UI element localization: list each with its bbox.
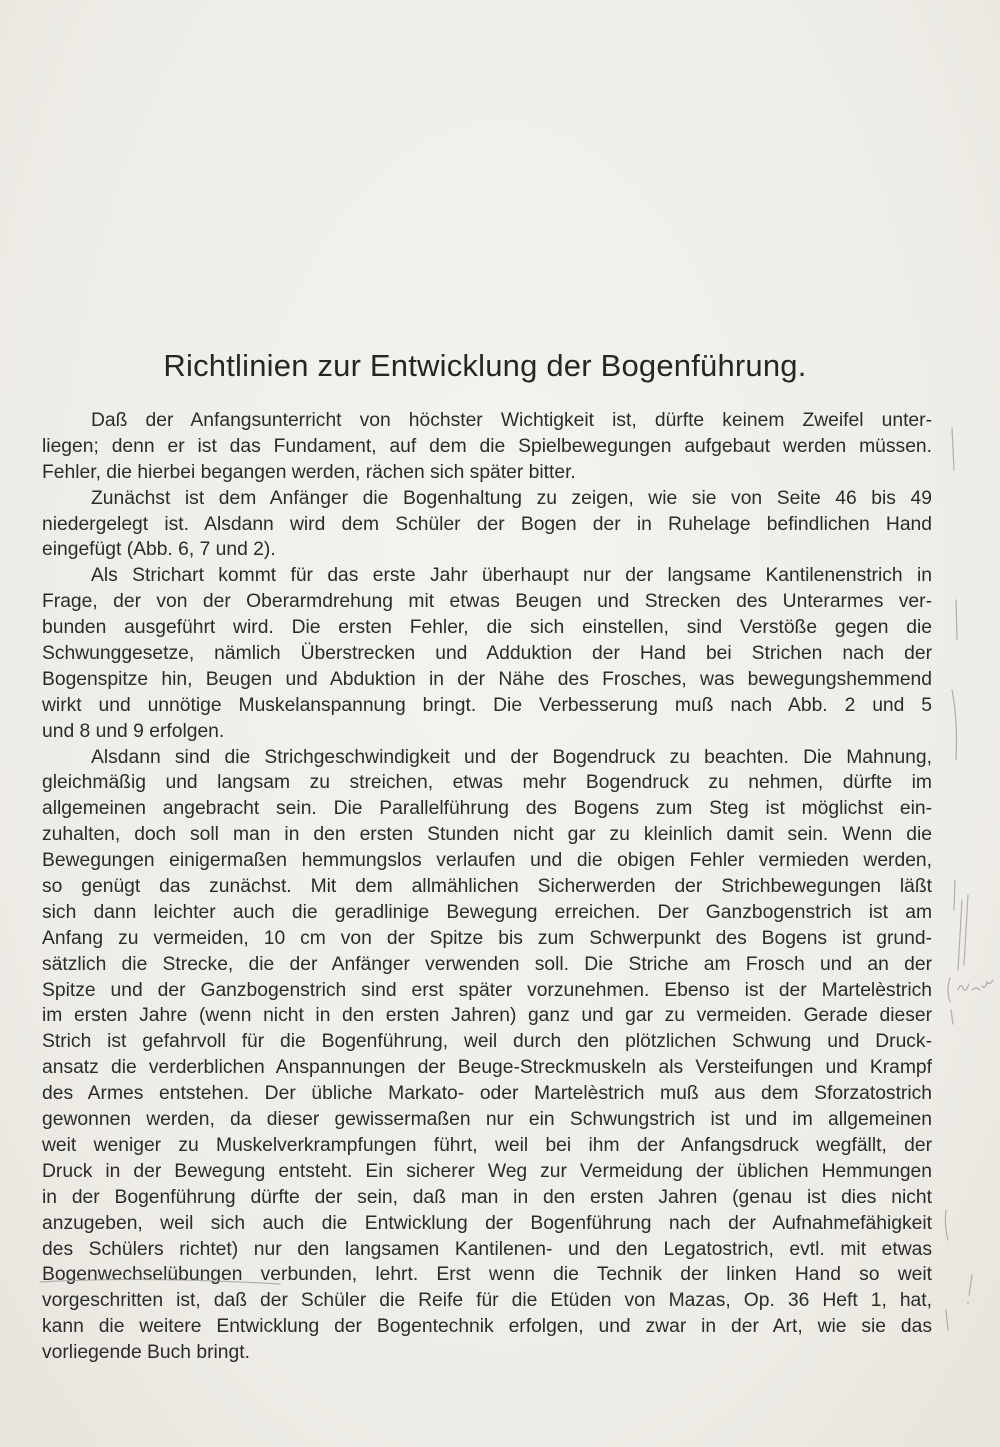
text-line: zuhalten, doch soll man in den ersten Stunden nicht gar zu kleinlich damit sein. Wenn die bbox=[42, 824, 932, 846]
margin-line-5 bbox=[958, 900, 962, 970]
text-line: Fehler, die hierbei begangen werden, rächen sich später bitter. bbox=[42, 461, 576, 483]
text-line: ansatz die verderblichen Anspannungen der Beuge-Streckmuskeln als Versteifungen und Krampf bbox=[42, 1057, 932, 1079]
margin-line-1 bbox=[952, 428, 954, 470]
text-line: wirkt und unnötige Muskelanspannung bringt. Die Verbesserung muß nach Abb. 2 und 5 bbox=[42, 694, 932, 716]
text-line: Bewegungen einigermaßen hemmungslos verlaufen und die obigen Fehler vermieden werden, bbox=[42, 850, 932, 872]
body-text bbox=[42, 408, 932, 1366]
margin-scribble bbox=[958, 980, 993, 990]
text-line: anzugeben, weil sich auch die Entwicklung der Bogenführung nach der Aufnahmefähigkeit bbox=[42, 1212, 932, 1234]
margin-line-2 bbox=[956, 600, 957, 640]
text-line: gewonnen werden, da dieser gewissermaßen nur ein Schwungstrich ist und im allgemeinen bbox=[42, 1109, 932, 1131]
text-line: sätzlich die Strecke, die der Anfänger verwenden soll. Die Striche am Frosch und an der bbox=[42, 953, 932, 975]
text-line: kann die weitere Entwicklung der Bogentechnik erfolgen, und zwar in der Art, wie sie das bbox=[42, 1316, 932, 1338]
text-line: weit weniger zu Muskelverkrampfungen führt, weil bei ihm der Anfangsdruck wegfällt, der bbox=[42, 1134, 932, 1156]
text-line: bunden ausgeführt wird. Die ersten Fehler, die sich einstellen, sind Verstöße gegen die bbox=[42, 617, 932, 639]
text-line: gleichmäßig und langsam zu streichen, etwas mehr Bogendruck zu nehmen, dürfte im bbox=[42, 772, 932, 794]
text-line: des Schülers richtet) nur den langsamen Kantilenen- und den Legatostrich, evtl. mit etwas bbox=[42, 1238, 932, 1260]
text-line: in der Bogenführung dürfte der sein, daß man in den ersten Jahren (genau ist dies nicht bbox=[42, 1186, 932, 1208]
text-line: vorliegende Buch bringt. bbox=[42, 1342, 250, 1364]
text-line: Als Strichart kommt für das erste Jahr überhaupt nur der langsame Kantilenenstrich in bbox=[91, 565, 932, 587]
text-line: Strich ist gefahrvoll für die Bogenführung, weil durch den plötzlichen Schwung und Druck- bbox=[42, 1031, 932, 1053]
margin-exclaim bbox=[968, 1275, 972, 1304]
text-line: im ersten Jahre (wenn nicht in den ersten Jahren) ganz und gar zu vermeiden. Gerade dieser bbox=[42, 1005, 932, 1027]
text-line: sich dann leichter auch die geradlinige Bewegung erreichen. Der Ganzbogenstrich ist am bbox=[42, 901, 932, 923]
text-line: Schwunggesetze, nämlich Überstrecken und Adduktion der Hand bei Strichen nach der bbox=[42, 643, 932, 665]
text-line: liegen; denn er ist das Fundament, auf dem die Spielbewegungen aufgebaut werden müssen. bbox=[42, 435, 932, 457]
text-line: Anfang zu vermeiden, 10 cm von der Spitze bis zum Schwerpunkt des Bogens ist grund- bbox=[42, 927, 932, 949]
text-line: so genügt das zunächst. Mit dem allmählichen Sicherwerden der Strichbewegungen läßt bbox=[42, 876, 932, 898]
text-line: vorgeschritten ist, daß der Schüler die Reife für die Etüden von Mazas, Op. 36 Heft 1, hat, bbox=[42, 1290, 932, 1312]
text-line: Bogenwechselübungen verbunden, lehrt. Erst wenn die Technik der linken Hand so weit bbox=[42, 1264, 932, 1286]
chapter-title: Richtlinien zur Entwicklung der Bogenführung. bbox=[163, 348, 807, 383]
text-line: Spitze und der Ganzbogenstrich sind erst später vorzunehmen. Ebenso ist der Martelèstrich bbox=[42, 979, 932, 1001]
text-line: Frage, der von der Oberarmdrehung mit etwas Beugen und Strecken des Unterarmes ver- bbox=[42, 591, 932, 613]
text-line: Bogenspitze hin, Beugen und Abduktion in der Nähe des Frosches, was bewegungshemmend bbox=[42, 668, 932, 690]
text-line: Alsdann sind die Strichgeschwindigkeit und der Bogendruck zu beachten. Die Mahnung, bbox=[91, 746, 932, 768]
text-line: und 8 und 9 erfolgen. bbox=[42, 720, 225, 742]
margin-line-3 bbox=[952, 690, 957, 760]
text-line: Druck in der Bewegung entsteht. Ein sicherer Weg zur Vermeidung der üblichen Hemmungen bbox=[42, 1160, 932, 1182]
margin-line-6 bbox=[964, 895, 968, 965]
text-line: des Armes entstehen. Der übliche Markato- oder Martelèstrich muß aus dem Sforzatostrich bbox=[42, 1083, 932, 1105]
margin-line-4 bbox=[954, 880, 955, 910]
margin-line-8 bbox=[945, 1210, 948, 1240]
text-line: allgemeinen angebracht sein. Die Parallelführung des Bogens zum Steg ist möglichst ein- bbox=[42, 798, 932, 820]
margin-bracket bbox=[948, 978, 950, 1002]
text-line: niedergelegt ist. Alsdann wird dem Schüler der Bogen der in Ruhelage befindlichen Hand bbox=[42, 513, 932, 535]
text-line: Daß der Anfangsunterricht von höchster Wichtigkeit ist, dürfte keinem Zweifel unter- bbox=[91, 410, 932, 431]
text-line: Zunächst ist dem Anfänger die Bogenhaltung zu zeigen, wie sie von Seite 46 bis 49 bbox=[91, 487, 932, 509]
margin-line-7 bbox=[951, 1010, 953, 1024]
text-line: eingefügt (Abb. 6, 7 und 2). bbox=[42, 539, 276, 561]
margin-line-9 bbox=[946, 1310, 948, 1330]
